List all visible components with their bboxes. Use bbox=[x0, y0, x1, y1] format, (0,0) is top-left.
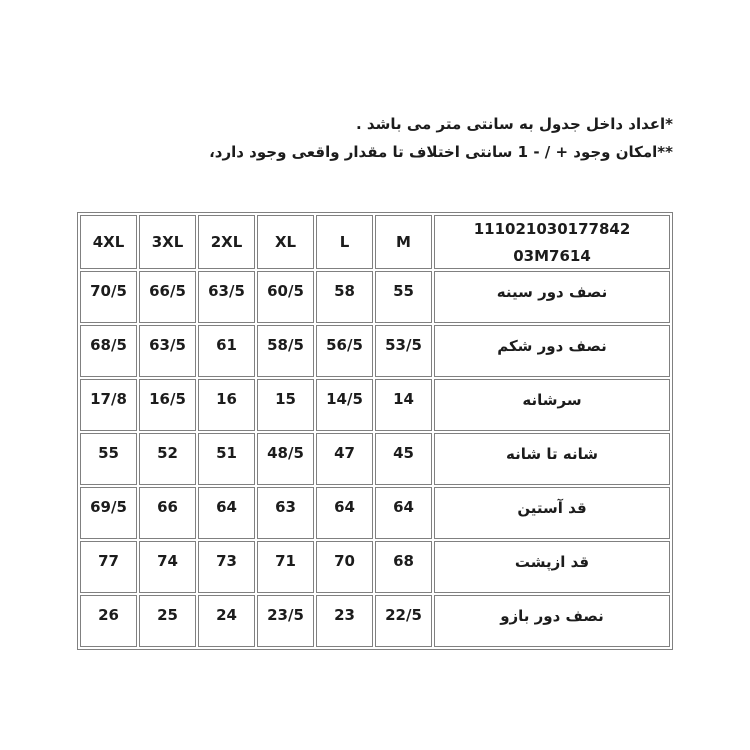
note-line-2: **امکان وجود + / - 1 سانتی اختلاف تا مقدار واقعی وجود دارد، bbox=[209, 143, 673, 161]
measurement-cell: 60/5 bbox=[257, 271, 314, 323]
measurement-cell: 16/5 bbox=[139, 379, 196, 431]
measurement-cell: 66/5 bbox=[139, 271, 196, 323]
measurement-cell: 51 bbox=[198, 433, 255, 485]
measurement-cell: 23 bbox=[316, 595, 373, 647]
measurement-cell: 26 bbox=[80, 595, 137, 647]
note-line-1: *اعداد داخل جدول به سانتی متر می باشد . bbox=[356, 115, 673, 133]
row-label: قد ازپشت bbox=[434, 541, 670, 593]
measurement-cell: 77 bbox=[80, 541, 137, 593]
size-chart-body bbox=[80, 215, 670, 647]
measurement-cell: 68/5 bbox=[80, 325, 137, 377]
measurement-cell: 14 bbox=[375, 379, 432, 431]
size-header-4xl: 4XL bbox=[80, 215, 137, 269]
measurement-cell: 15 bbox=[257, 379, 314, 431]
measurement-cell: 56/5 bbox=[316, 325, 373, 377]
row-label: قد آستین bbox=[434, 487, 670, 539]
measurement-cell: 69/5 bbox=[80, 487, 137, 539]
measurement-cell: 58 bbox=[316, 271, 373, 323]
measurement-cell: 23/5 bbox=[257, 595, 314, 647]
row-label: سرشانه bbox=[434, 379, 670, 431]
measurement-cell: 68 bbox=[375, 541, 432, 593]
size-header-m: M bbox=[375, 215, 432, 269]
measurement-cell: 53/5 bbox=[375, 325, 432, 377]
row-label: نصف دور سینه bbox=[434, 271, 670, 323]
measurement-cell: 66 bbox=[139, 487, 196, 539]
header-row bbox=[80, 215, 670, 269]
model-code: 03M7614 bbox=[513, 247, 591, 265]
measurement-cell: 74 bbox=[139, 541, 196, 593]
measurement-cell: 55 bbox=[80, 433, 137, 485]
measurement-cell: 25 bbox=[139, 595, 196, 647]
row-label: شانه تا شانه bbox=[434, 433, 670, 485]
measurement-cell: 70/5 bbox=[80, 271, 137, 323]
measurement-cell: 52 bbox=[139, 433, 196, 485]
table-row bbox=[80, 595, 670, 647]
size-header-xl: XL bbox=[257, 215, 314, 269]
measurement-cell: 14/5 bbox=[316, 379, 373, 431]
measurement-cell: 55 bbox=[375, 271, 432, 323]
table-row bbox=[80, 325, 670, 377]
measurement-cell: 63 bbox=[257, 487, 314, 539]
size-chart-table bbox=[77, 212, 673, 650]
size-header-3xl: 3XL bbox=[139, 215, 196, 269]
product-code: 111021030177842 bbox=[473, 220, 631, 238]
measurement-cell: 61 bbox=[198, 325, 255, 377]
table-row bbox=[80, 433, 670, 485]
row-label: نصف دور شکم bbox=[434, 325, 670, 377]
measurement-cell: 63/5 bbox=[139, 325, 196, 377]
measurement-cell: 16 bbox=[198, 379, 255, 431]
measurement-cell: 45 bbox=[375, 433, 432, 485]
notes bbox=[77, 0, 673, 166]
row-label: نصف دور بازو bbox=[434, 595, 670, 647]
measurement-cell: 63/5 bbox=[198, 271, 255, 323]
measurement-cell: 64 bbox=[198, 487, 255, 539]
table-row bbox=[80, 379, 670, 431]
product-code-cell bbox=[434, 215, 670, 269]
measurement-cell: 17/8 bbox=[80, 379, 137, 431]
measurement-cell: 47 bbox=[316, 433, 373, 485]
table-row bbox=[80, 541, 670, 593]
measurement-cell: 64 bbox=[316, 487, 373, 539]
table-row bbox=[80, 487, 670, 539]
size-header-2xl: 2XL bbox=[198, 215, 255, 269]
content-area bbox=[77, 0, 673, 650]
size-header-l: L bbox=[316, 215, 373, 269]
measurement-cell: 24 bbox=[198, 595, 255, 647]
measurement-cell: 64 bbox=[375, 487, 432, 539]
measurement-cell: 22/5 bbox=[375, 595, 432, 647]
measurement-cell: 48/5 bbox=[257, 433, 314, 485]
table-row bbox=[80, 271, 670, 323]
measurement-cell: 58/5 bbox=[257, 325, 314, 377]
measurement-cell: 70 bbox=[316, 541, 373, 593]
measurement-cell: 73 bbox=[198, 541, 255, 593]
measurement-cell: 71 bbox=[257, 541, 314, 593]
